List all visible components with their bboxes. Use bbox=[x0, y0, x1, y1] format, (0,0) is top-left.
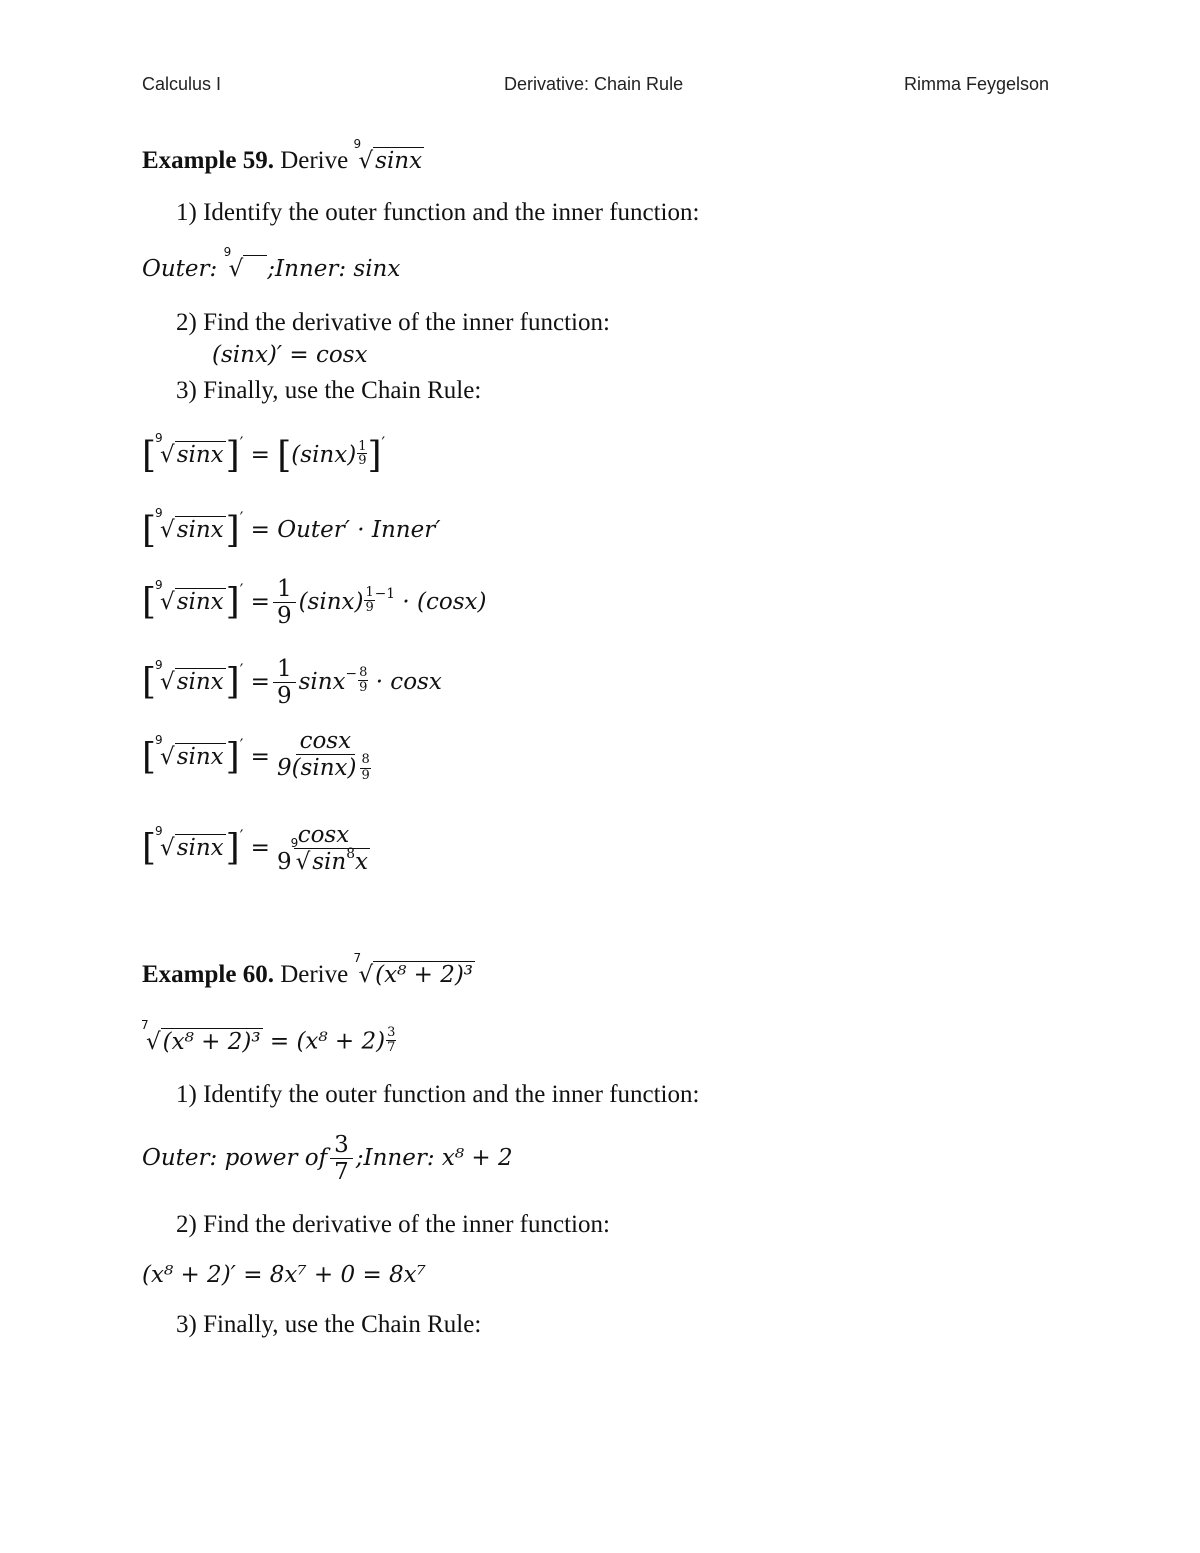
ex59-step3: 3) Finally, use the Chain Rule: bbox=[176, 377, 482, 404]
header-course: Calculus I bbox=[142, 74, 222, 94]
header-author: Rimma Feygelson bbox=[904, 74, 1050, 94]
outer-label: Outer: power of bbox=[142, 1144, 328, 1171]
ex59-outer-inner bbox=[142, 245, 401, 282]
example-60-derive: Derive bbox=[280, 961, 349, 988]
chain-line-3: [ 9 √sinx]′ = $\frac{1}{9}$ (sinx) $\frac{1}{9}$ $^{-1}$ · (cosx) bbox=[142, 576, 487, 630]
ex60-step1: 1) Identify the outer function and the inner function: bbox=[176, 1081, 700, 1108]
ex60-rewrite: 7 √(x⁸ + 2)³ = (x⁸ + 2) $\frac{3}{7}$ bbox=[141, 1017, 396, 1055]
root-index: 9 bbox=[155, 577, 163, 592]
inner-label: ;Inner: x⁸ + 2 bbox=[355, 1144, 513, 1171]
radicand: sinx bbox=[375, 148, 423, 174]
root-index: 9 bbox=[155, 823, 163, 838]
ex59-step2: 2) Find the derivative of the inner function: bbox=[176, 309, 610, 336]
root-index: 7 bbox=[353, 951, 362, 965]
ex59-inner-derivative: (sinx)′ = cosx bbox=[212, 342, 368, 368]
root-index: 7 bbox=[141, 1017, 149, 1032]
outer-root bbox=[223, 245, 268, 282]
base: (sinx) bbox=[298, 588, 364, 615]
example-60-title: Example 60. bbox=[142, 961, 274, 988]
root-index: 9 bbox=[353, 137, 362, 151]
chain-line-2: [ 9 √sinx]′ = Outer′ · Inner′ bbox=[142, 506, 441, 551]
radicand: sinx bbox=[176, 834, 224, 861]
root-index: 9 bbox=[155, 506, 163, 521]
base: (sinx) bbox=[291, 442, 357, 469]
power-form: = (x⁸ + 2) bbox=[269, 1028, 386, 1055]
inner-derivative-factor: · cosx bbox=[375, 668, 442, 695]
example-59-heading bbox=[142, 137, 424, 174]
radicand: (x⁸ + 2)³ bbox=[375, 962, 474, 988]
inner-label: ;Inner: bbox=[267, 256, 347, 282]
outer-inner-product: = Outer′ · Inner′ bbox=[250, 517, 441, 544]
chain-line-4: [ 9 √sinx]′ = $\frac{1}{9}$ sinx− $\frac{8}{9}$ · cosx bbox=[142, 656, 442, 710]
radical-sign: √ bbox=[228, 256, 244, 282]
ex60-step3: 3) Finally, use the Chain Rule: bbox=[176, 1311, 482, 1338]
example-60-heading bbox=[142, 951, 475, 988]
chain-line-6: [ 9 √sinx]′ = cosx 9 9 $√\sin^8x$ bbox=[142, 822, 377, 876]
ex59-step1: 1) Identify the outer function and the inner function: bbox=[176, 199, 700, 226]
outer-label: Outer: bbox=[142, 256, 218, 282]
root-index: 9 bbox=[223, 245, 232, 259]
header-topic: Derivative: Chain Rule bbox=[504, 74, 684, 94]
inner-value: sinx bbox=[353, 256, 401, 282]
exponent-fraction: $\frac{1}{9}$ bbox=[358, 438, 367, 469]
power-fraction: $\frac{3}{7}$ bbox=[330, 1132, 353, 1186]
root-index: 9 bbox=[155, 431, 163, 446]
root-expression bbox=[353, 137, 424, 174]
radical-sign: √ bbox=[358, 148, 374, 174]
ex60-outer-inner bbox=[142, 1132, 513, 1186]
inner-derivative-factor: · (cosx) bbox=[402, 588, 487, 615]
example-59-title: Example 59. bbox=[142, 147, 274, 174]
radicand: sinx bbox=[176, 588, 224, 615]
chain-line-1: [ 9 √sinx]′ = [(sinx) $\frac{1}{9}$ ]′ bbox=[142, 431, 386, 476]
root-index: 9 bbox=[155, 657, 163, 672]
radicand: sinx bbox=[176, 743, 224, 770]
base: sinx bbox=[298, 668, 346, 695]
radicand: sinx bbox=[176, 668, 224, 695]
radicand: sinx bbox=[176, 442, 224, 469]
radicand: (x⁸ + 2)³ bbox=[162, 1028, 261, 1055]
example-59-derive: Derive bbox=[280, 147, 349, 174]
result-fraction: cosx 9(sinx) $\frac{8}{9}$ bbox=[276, 728, 370, 783]
final-fraction: cosx 9 9 $√\sin^8x$ bbox=[276, 822, 368, 876]
exponent-minus-one: −1 bbox=[374, 585, 396, 602]
empty-radicand bbox=[243, 255, 267, 282]
root-expression: 7 √(x⁸ + 2)³ bbox=[353, 951, 474, 988]
chain-line-5: [ 9 √sinx]′ = cosx 9(sinx) $\frac{8}{9}$ bbox=[142, 728, 381, 788]
ex60-inner-derivative: (x⁸ + 2)′ = 8x⁷ + 0 = 8x⁷ bbox=[142, 1262, 426, 1288]
radicand: sinx bbox=[176, 517, 224, 544]
coefficient-fraction: $\frac{1}{9}$ bbox=[273, 576, 296, 630]
root-index: 9 bbox=[155, 732, 163, 747]
ex60-step2: 2) Find the derivative of the inner function: bbox=[176, 1211, 610, 1238]
